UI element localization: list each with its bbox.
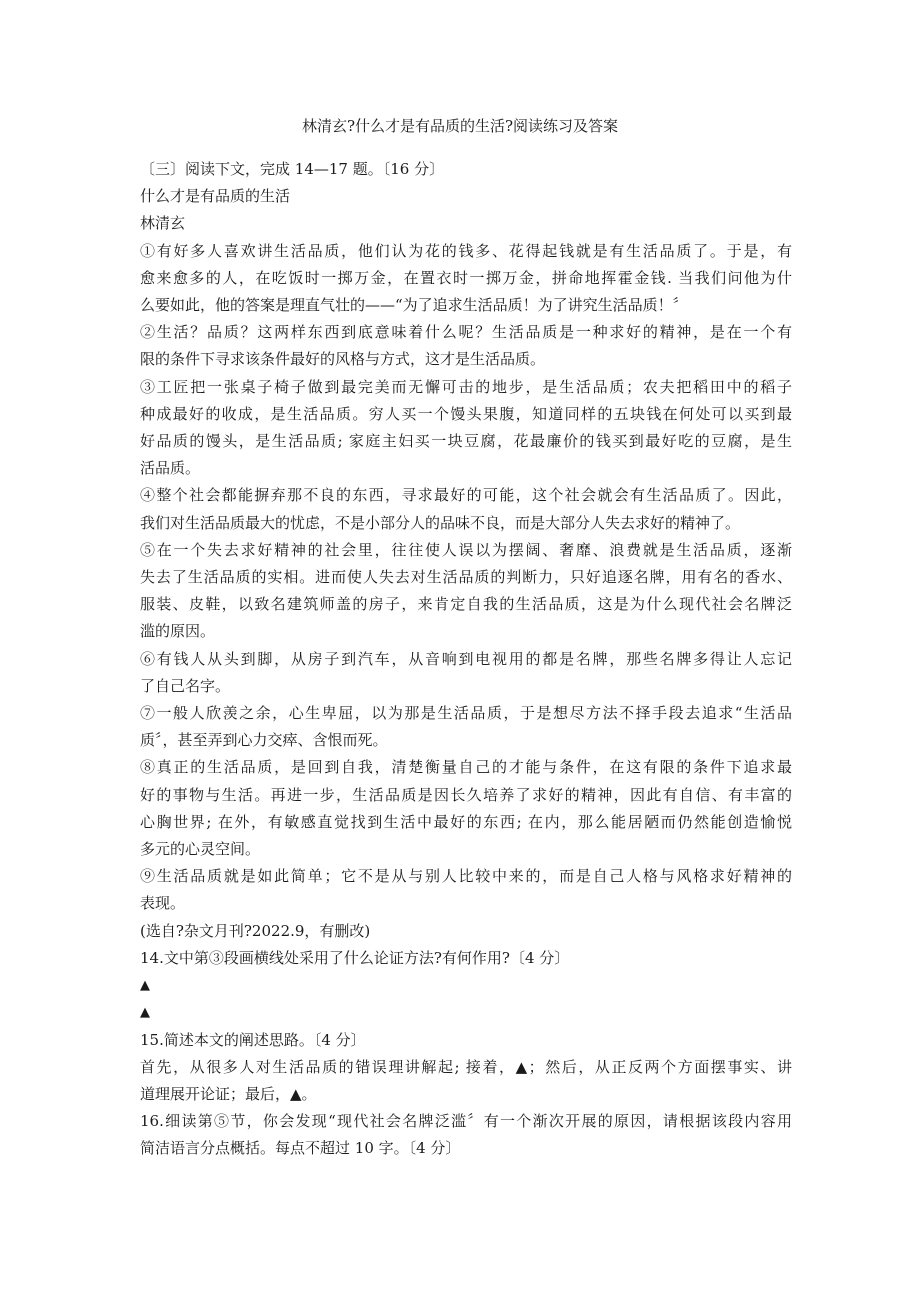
paragraph-line: 了自己名字。 [140,676,231,695]
section-intro: 〔三〕阅读下文，完成 14—17 题。〔16 分〕 [140,160,445,178]
paragraph-4 [140,482,792,536]
question-16-line: 简洁语言分点概括。每点不超过 10 字。〔4 分〕 [140,1139,461,1158]
paragraph-line: 活品质。 [140,459,201,478]
paragraph-line: ①有好多人喜欢讲生活品质，他们认为花的钱多、花得起钱就是有生活品质了。于是，有 [140,241,792,260]
article-author: 林清玄 [140,214,186,233]
paragraph-line: 好的事物与生活。再进一步，生活品质是因长久培养了求好的精神，因此有自信、有丰富的 [140,785,792,804]
source-citation: (选自?杂文月刊?2022.9，有删改) [140,921,371,940]
paragraph-line: 滥的原因。 [140,622,216,641]
paragraph-2 [140,319,792,373]
paragraph-line: ③工匠把一张桌子椅子做到最完美而无懈可击的地步，是生活品质；农夫把稻田中的稻子 [140,377,792,396]
paragraph-line: 我们对生活品质最大的忧虑，不是小部分人的品味不良，而是大部分人失去求好的精神了。 [140,513,741,532]
paragraph-7 [140,700,792,754]
answer-placeholder-mark: ▲ [140,978,150,994]
question-16-line: 16.细读第⑤节，你会发现“现代社会名牌泛滥〞有一个渐次开展的原因，请根据该段内容用 [140,1112,792,1131]
paragraph-3 [140,374,792,483]
question-14: 14.文中第③段画横线处采用了什么论证方法?有何作用?〔4 分〕 [140,948,570,967]
paragraph-line: 表现。 [140,894,186,913]
paragraph-line: ⑨生活品质就是如此简单；它不是从与别人比较中来的，而是自己人格与风格求好精神的 [140,867,792,886]
paragraph-5 [140,537,792,646]
paragraph-line: 失去了生活品质的实相。进而使人失去对生活品质的判断力，只好追逐名牌，用有名的香水、 [140,568,792,587]
paragraph-line: ⑦一般人欣羡之余，心生卑屈，以为那是生活品质，于是想尽方法不择手段去追求“生活品 [140,704,792,723]
paragraph-line: 服装、皮鞋，以致名建筑师盖的房子，来肯定自我的生活品质，这是为什么现代社会名牌泛 [140,595,792,614]
paragraph-line: 么要如此，他的答案是理直气壮的——“为了追求生活品质！为了讲究生活品质！〞 [140,296,688,315]
paragraph-line: 愈来愈多的人，在吃饭时一掷万金，在置衣时一掷万金，拼命地挥霍金钱. 当我们问他为什 [140,268,792,287]
paragraph-1 [140,238,792,320]
paragraph-9 [140,863,792,917]
answer-placeholder-mark: ▲ [140,1005,150,1021]
paragraph-line: ⑥有钱人从头到脚，从房子到汽车，从音响到电视用的都是名牌，那些名牌多得让人忘记 [140,649,792,668]
question-15-answer-line: 道理展开论证；最后，▲。 [140,1084,317,1103]
article-title: 什么才是有品质的生活 [140,187,291,206]
paragraph-line: ⑤在一个失去求好精神的社会里，往往使人误以为摆阔、奢靡、浪费就是生活品质，逐渐 [140,540,792,559]
question-15: 15.简述本文的阐述思路。〔4 分〕 [140,1030,366,1049]
paragraph-line: 种成最好的收成，是生活品质。穷人买一个馒头果腹，知道同样的五块钱在何处可以买到最 [140,404,792,423]
paragraph-6 [140,646,792,700]
paragraph-line: 多元的心灵空间。 [140,840,261,859]
paragraph-line: 好品质的馒头，是生活品质; 家庭主妇买一块豆腐，花最廉价的钱买到最好吃的豆腐，是生 [140,432,792,451]
paragraph-line: ⑧真正的生活品质，是回到自我，清楚衡量自己的才能与条件，在这有限的条件下追求最 [140,758,792,777]
paragraph-line: ②生活？品质？这两样东西到底意味着什么呢？生活品质是一种求好的精神，是在一个有 [140,323,792,342]
paragraph-line: 质〞，甚至弄到心力交瘁、含恨而死。 [140,731,388,750]
document-body [140,156,792,1163]
paragraph-line: 心胸世界; 在外，有敏感直觉找到生活中最好的东西; 在内，那么能居陋而仍然能创造愉悦 [140,812,792,831]
question-15-answer-line: 首先，从很多人对生活品质的错误理讲解起; 接着，▲；然后，从正反两个方面摆事实、讲 [140,1057,792,1076]
paragraph-line: 限的条件下寻求该条件最好的风格与方式，这才是生活品质。 [140,350,546,369]
paragraph-8 [140,754,792,863]
paragraph-line: ④整个社会都能摒弃那不良的东西，寻求最好的可能，这个社会就会有生活品质了。因此， [140,486,792,505]
document-title: 林清玄?什么才是有品质的生活?阅读练习及答案 [301,117,619,135]
